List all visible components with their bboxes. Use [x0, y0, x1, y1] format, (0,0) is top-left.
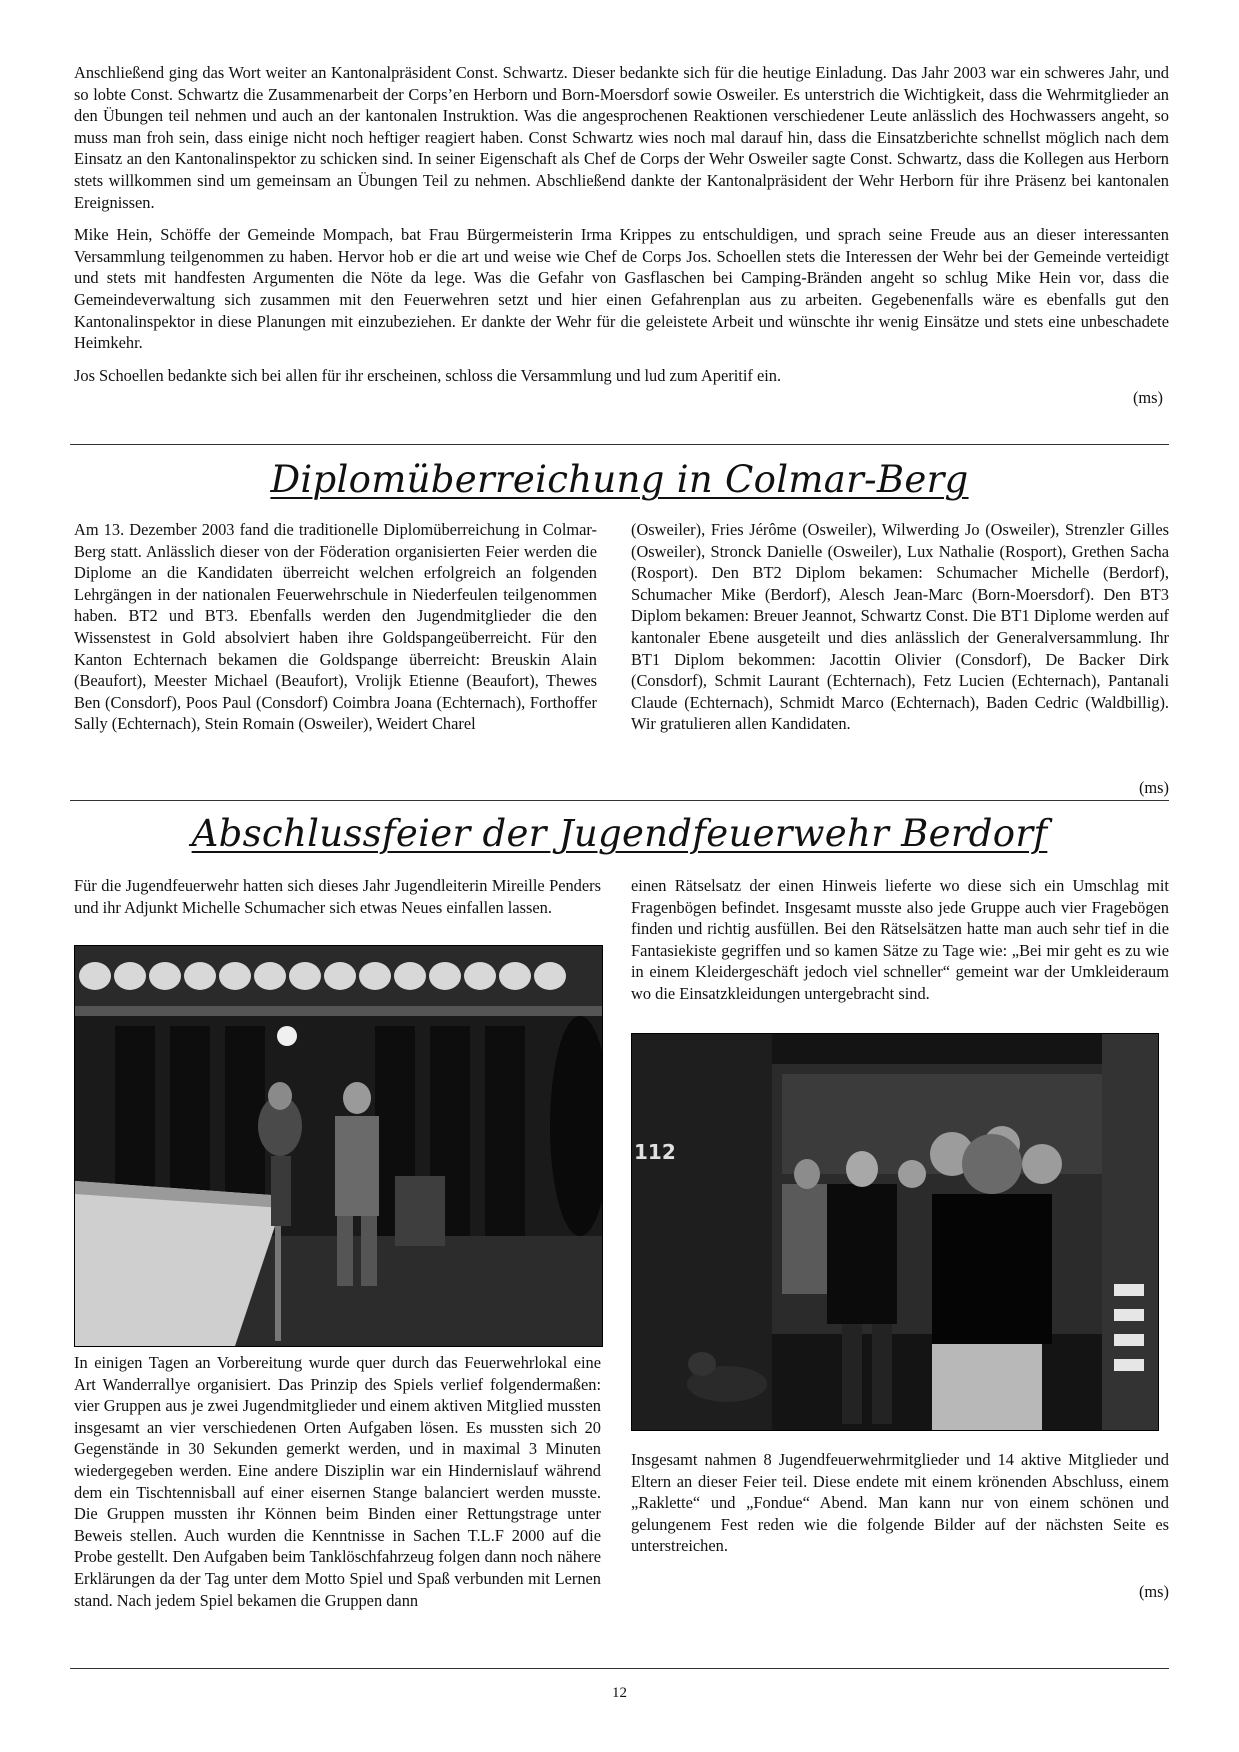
footer-rule	[70, 1668, 1169, 1669]
article2-right-bottom: Insgesamt nahmen 8 Jugendfeuerwehrmitglieder und 14 aktive Mitglieder und Eltern an dieser Feier teil. Diese endete mit einem krönenden Abschluss, einem „Raklette“ und „Fondue“ Abend. Man kann nur von einem schönen und gelungenem Fest reden wie die folgende Bilder auf der nächsten Seite es unterstreichen.	[631, 1450, 1169, 1556]
intro-section	[74, 62, 1169, 408]
article2-title: Abschlussfeier der Jugendfeuerwehr Berdorf	[191, 812, 1048, 855]
intro-signature: (ms)	[1132, 388, 1163, 408]
truck-number-label: 112	[634, 1140, 676, 1164]
intro-paragraph-1: Anschließend ging das Wort weiter an Kantonalpräsident Const. Schwartz. Dieser bedankte sich für die heutige Einladung. Das Jahr 2003 war ein schweres Jahr, und so lobte Const. Schwartz die Zusammenarbeit der Corps’en Herborn und Born-Moersdorf sowie Osweiler. Es unterstrich die Wichtigkeit, dass die Wehrmitglieder an den Übungen teil nehmen und auch an der kantonalen Instruktion. Was die angesprochenen Reaktionen verschiedener Leute anlässlich des Hochwassers angeht, so muss man froh sein, dass einige nicht noch heftiger reagiert haben. Const Schwartz wies noch mal darauf hin, dass die Einsatzberichte schnellst möglich nach dem Einsatz an den Kantonalinspektor zu schicken sind. In seiner Eigenschaft als Chef de Corps der Wehr Osweiler sagte Const. Schwartz, dass die Kollegen aus Herborn stets willkommen sind um gemeinsam an Übungen Teil zu nehmen. Abschließend dankte der Kantonalpräsident der Wehr Herborn für ihre Präsenz bei kantonalen Ereignissen.	[74, 63, 1169, 212]
photo-locker-room	[74, 945, 603, 1347]
article1-title: Diplomüberreichung in Colmar-Berg	[270, 458, 969, 501]
article2-left-top: Für die Jugendfeuerwehr hatten sich dieses Jahr Jugendleiterin Mireille Penders und ihr Adjunkt Michelle Schumacher sich etwas Neues einfallen lassen.	[74, 876, 601, 917]
photo-fire-truck-image	[632, 1034, 1158, 1430]
article2-left-bottom: In einigen Tagen an Vorbereitung wurde quer durch das Feuerwehrlokal eine Art Wanderrallye organisiert. Das Prinzip des Spiels verlief folgendermaßen: vier Gruppen aus je zwei Jugendmitglieder und einem aktiven Mitglied mussten insgesamt an vier verschiedenen Orten Aufgaben lösen. Es mussten sich 20 Gegenstände in 30 Sekunden gemerkt werden, und in maximal 3 Minuten wiedergegeben werden. Eine andere Disziplin war ein Hindernislauf während dem ein Tischtennisball auf einer eisernen Stange balanciert werden musste. Die Gruppen mussten ihr Können beim Binden einer Rettungstrage unter Beweis stellen. Auch wurden die Kenntnisse in Sachen T.L.F 2000 auf die Probe gestellt. Den Aufgaben beim Tanklöschfahrzeug folgen dann noch nähere Erklärungen da der Tag unter dem Motto Spiel und Spaß verbunden mit Lernen stand. Nach jedem Spiel bekamen die Gruppen dann	[74, 1353, 601, 1610]
divider-2	[70, 800, 1169, 801]
divider-1	[70, 444, 1169, 445]
page-number: 12	[612, 1685, 627, 1701]
article2-right-top: einen Rätselsatz der einen Hinweis lieferte wo diese sich ein Umschlag mit Fragenbögen befindet. Insgesamt musste also jede Gruppe auch vier Fragebögen finden und richtig ausfüllen. Bei den Rätselsätzen hatte man auch sehr tief in die Fantasiekiste gegriffen und so kamen Sätze zu Tage wie: „Bei mir geht es zu wie in einem Kleidergeschäft jedoch viel schneller“ gemeint war der Umkleideraum wo die Einsatzkleidungen untergebracht sind.	[631, 876, 1169, 1003]
intro-paragraph-3: Jos Schoellen bedankte sich bei allen für ihr erscheinen, schloss die Versammlung und lud zum Aperitif ein.	[74, 365, 782, 385]
article1-right-column: (Osweiler), Fries Jérôme (Osweiler), Wilwerding Jo (Osweiler), Strenzler Gilles (Osweiler), Stronck Danielle (Osweiler), Lux Nathalie (Rosport), Grethen Sacha (Rosport). Den BT2 Diplom bekamen: Schumacher Michelle (Berdorf), Schumacher Mike (Berdorf), Alesch Jean-Marc (Born-Moersdorf). Den BT3 Diplom bekamen: Breuer Jeannot, Schwartz Const. Die BT1 Diplome werden auf kantonaler Ebene ausgeteilt und dies anlässlich der Generalversammlung. Ihr BT1 Diplom bekommen: Jacottin Olivier (Consdorf), De Backer Dirk (Consdorf), Schmit Laurant (Echternach), Fetz Lucien (Echternach), Pantanali Claude (Echternach), Schmidt Marco (Echternach), Baden Cedric (Waldbillig). Wir gratulieren allen Kandidaten.	[631, 520, 1169, 734]
article1-left-column: Am 13. Dezember 2003 fand die traditionelle Diplomüberreichung in Colmar-Berg statt. Anlässlich dieser von der Föderation organisierten Feier werden die Diplome an die Kandidaten überreicht welchen erfolgreich an folgenden Lehrgängen in der nationalen Feuerwehrschule in Niederfeulen teilgenommen haben. BT2 und BT3. Ebenfalls werden den Jugendmitglieder die den Wissenstest in Gold absolviert haben ihre Goldspangeüberreicht. Für den Kanton Echternach bekamen die Goldspange überreicht: Breuskin Alain (Beaufort), Meester Michael (Beaufort), Vrolijk Etienne (Beaufort), Thewes Ben (Consdorf), Poos Paul (Consdorf) Coimbra Joana (Echternach), Forthoffer Sally (Echternach), Stein Romain (Osweiler), Weidert Charel	[74, 520, 597, 734]
intro-paragraph-2: Mike Hein, Schöffe der Gemeinde Mompach, bat Frau Bürgermeisterin Irma Krippes zu entschuldigen, und sprach seine Freude aus an dieser interessanten Versammlung teilgenommen zu haben. Hervor hob er die art und weise wie Chef de Corps Jos. Schoellen stets die Interessen der Wehr bei der Gemeinde verteidigt und stets mit handfesten Argumenten die Nöte da lege. Was die Gefahr von Gasflaschen bei Camping-Bränden angeht so schlug Mike Hein vor, dass die Gemeindeverwaltung sich zusammen mit den Feuerwehren setzt und hier einen Gefahrenplan aus zu arbeiten. Gegebenenfalls wäre es ebenfalls gut den Kantonalinspektor in diese Planungen mit einzubeziehen. Er dankte der Wehr für die geleistete Arbeit und wünschte ihr wenig Einsätze und stets eine unbeschadete Heimkehr.	[74, 225, 1169, 353]
photo-locker-room-image	[75, 946, 602, 1346]
article2-signature: (ms)	[1138, 1582, 1169, 1601]
photo-fire-truck	[631, 1033, 1159, 1431]
article1-signature: (ms)	[1138, 778, 1169, 797]
